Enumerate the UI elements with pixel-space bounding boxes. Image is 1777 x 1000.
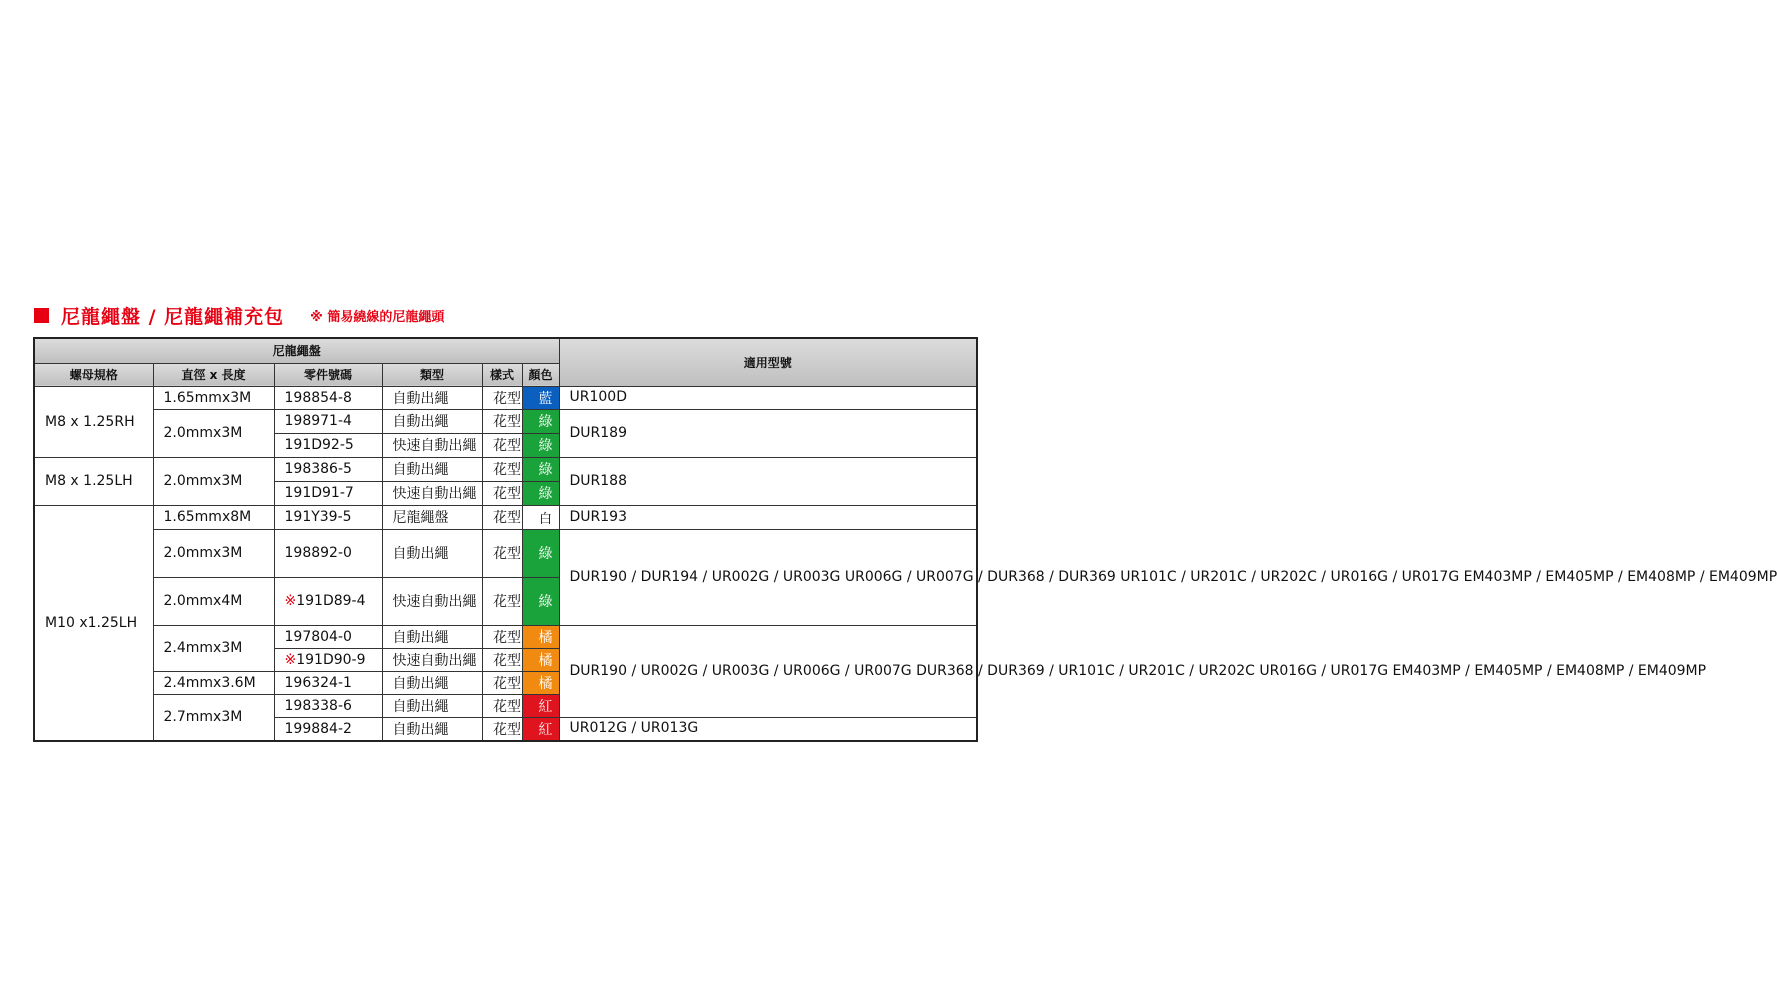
product-style: 花型 <box>482 529 522 577</box>
color-swatch: 紅 <box>522 694 559 717</box>
table-row <box>34 386 977 409</box>
part-number: ※191D89-4 <box>274 577 382 625</box>
compatible-models: DUR188 <box>559 457 977 505</box>
product-type: 自動出繩 <box>382 694 482 717</box>
product-type: 自動出繩 <box>382 457 482 481</box>
product-type: 快速自動出繩 <box>382 577 482 625</box>
product-type: 尼龍繩盤 <box>382 505 482 529</box>
col-nut: 螺母規格 <box>34 363 153 386</box>
product-style: 花型 <box>482 409 522 433</box>
spec-table <box>33 337 1777 742</box>
color-swatch: 綠 <box>522 433 559 457</box>
color-swatch: 綠 <box>522 481 559 505</box>
section-heading <box>34 300 444 330</box>
product-style: 花型 <box>482 433 522 457</box>
color-swatch: 綠 <box>522 529 559 577</box>
product-type: 自動出繩 <box>382 671 482 694</box>
product-style: 花型 <box>482 717 522 741</box>
dimension: 2.0mmx4M <box>153 577 274 625</box>
color-swatch: 綠 <box>522 577 559 625</box>
product-style: 花型 <box>482 577 522 625</box>
group-header: 尼龍繩盤 <box>34 338 559 363</box>
col-color: 顏色 <box>522 363 559 386</box>
color-swatch: 橘 <box>522 625 559 648</box>
product-style: 花型 <box>482 625 522 648</box>
product-type: 自動出繩 <box>382 386 482 409</box>
dimension: 2.0mmx3M <box>153 529 274 577</box>
product-type: 自動出繩 <box>382 625 482 648</box>
col-part: 零件號碼 <box>274 363 382 386</box>
red-square-icon <box>34 308 49 323</box>
product-style: 花型 <box>482 694 522 717</box>
product-type: 快速自動出繩 <box>382 481 482 505</box>
part-number: 198892-0 <box>274 529 382 577</box>
part-number: 198854-8 <box>274 386 382 409</box>
product-style: 花型 <box>482 648 522 671</box>
table-row <box>34 529 977 577</box>
product-style: 花型 <box>482 386 522 409</box>
dimension: 2.0mmx3M <box>153 457 274 505</box>
compatible-models: UR100D <box>559 386 977 409</box>
nut-spec: M8 x 1.25LH <box>34 457 153 505</box>
part-number: 196324-1 <box>274 671 382 694</box>
product-style: 花型 <box>482 481 522 505</box>
dimension: 2.4mmx3.6M <box>153 671 274 694</box>
dimension: 1.65mmx8M <box>153 505 274 529</box>
part-number: 197804-0 <box>274 625 382 648</box>
nut-spec: M8 x 1.25RH <box>34 386 153 457</box>
compatible-models: DUR193 <box>559 505 977 529</box>
color-swatch: 綠 <box>522 409 559 433</box>
part-number: 191Y39-5 <box>274 505 382 529</box>
col-style: 樣式 <box>482 363 522 386</box>
product-type: 自動出繩 <box>382 529 482 577</box>
table-row <box>34 625 977 648</box>
part-number: 191D91-7 <box>274 481 382 505</box>
part-number: 199884-2 <box>274 717 382 741</box>
part-number: 198338-6 <box>274 694 382 717</box>
color-swatch: 橘 <box>522 671 559 694</box>
dimension: 2.7mmx3M <box>153 694 274 741</box>
dimension: 1.65mmx3M <box>153 386 274 409</box>
table-row <box>34 457 977 481</box>
product-type: 快速自動出繩 <box>382 433 482 457</box>
table-row <box>34 505 977 529</box>
part-number: 198386-5 <box>274 457 382 481</box>
models-header: 適用型號 <box>559 338 977 386</box>
section-note: ※ 簡易繞線的尼龍繩頭 <box>310 309 445 325</box>
color-swatch: 橘 <box>522 648 559 671</box>
col-type: 類型 <box>382 363 482 386</box>
dimension: 2.4mmx3M <box>153 625 274 671</box>
compatible-models: DUR190 / DUR194 / UR002G / UR003G UR006G / UR007G / DUR368 / DUR369 UR101C / UR201C / UR202C / UR016G / UR017G EM403MP / EM405MP / EM408MP / EM409MP <box>559 529 977 625</box>
nut-spec: M10 x1.25LH <box>34 505 153 741</box>
part-number: 191D92-5 <box>274 433 382 457</box>
part-number: 198971-4 <box>274 409 382 433</box>
color-swatch: 藍 <box>522 386 559 409</box>
table-row <box>34 409 977 433</box>
part-number: ※191D90-9 <box>274 648 382 671</box>
product-style: 花型 <box>482 457 522 481</box>
color-swatch: 綠 <box>522 457 559 481</box>
compatible-models: DUR190 / UR002G / UR003G / UR006G / UR007G DUR368 / DUR369 / UR101C / UR201C / UR202C UR016G / UR017G EM403MP / EM405MP / EM408MP / EM409MP <box>559 625 977 717</box>
color-swatch: 白 <box>522 505 559 529</box>
col-dimension: 直徑 x 長度 <box>153 363 274 386</box>
product-style: 花型 <box>482 505 522 529</box>
product-type: 自動出繩 <box>382 409 482 433</box>
product-type: 自動出繩 <box>382 717 482 741</box>
color-swatch: 紅 <box>522 717 559 741</box>
product-type: 快速自動出繩 <box>382 648 482 671</box>
dimension: 2.0mmx3M <box>153 409 274 457</box>
compatible-models: UR012G / UR013G <box>559 717 977 741</box>
compatible-models: DUR189 <box>559 409 977 457</box>
product-style: 花型 <box>482 671 522 694</box>
section-title: 尼龍繩盤 / 尼龍繩補充包 <box>61 305 285 328</box>
